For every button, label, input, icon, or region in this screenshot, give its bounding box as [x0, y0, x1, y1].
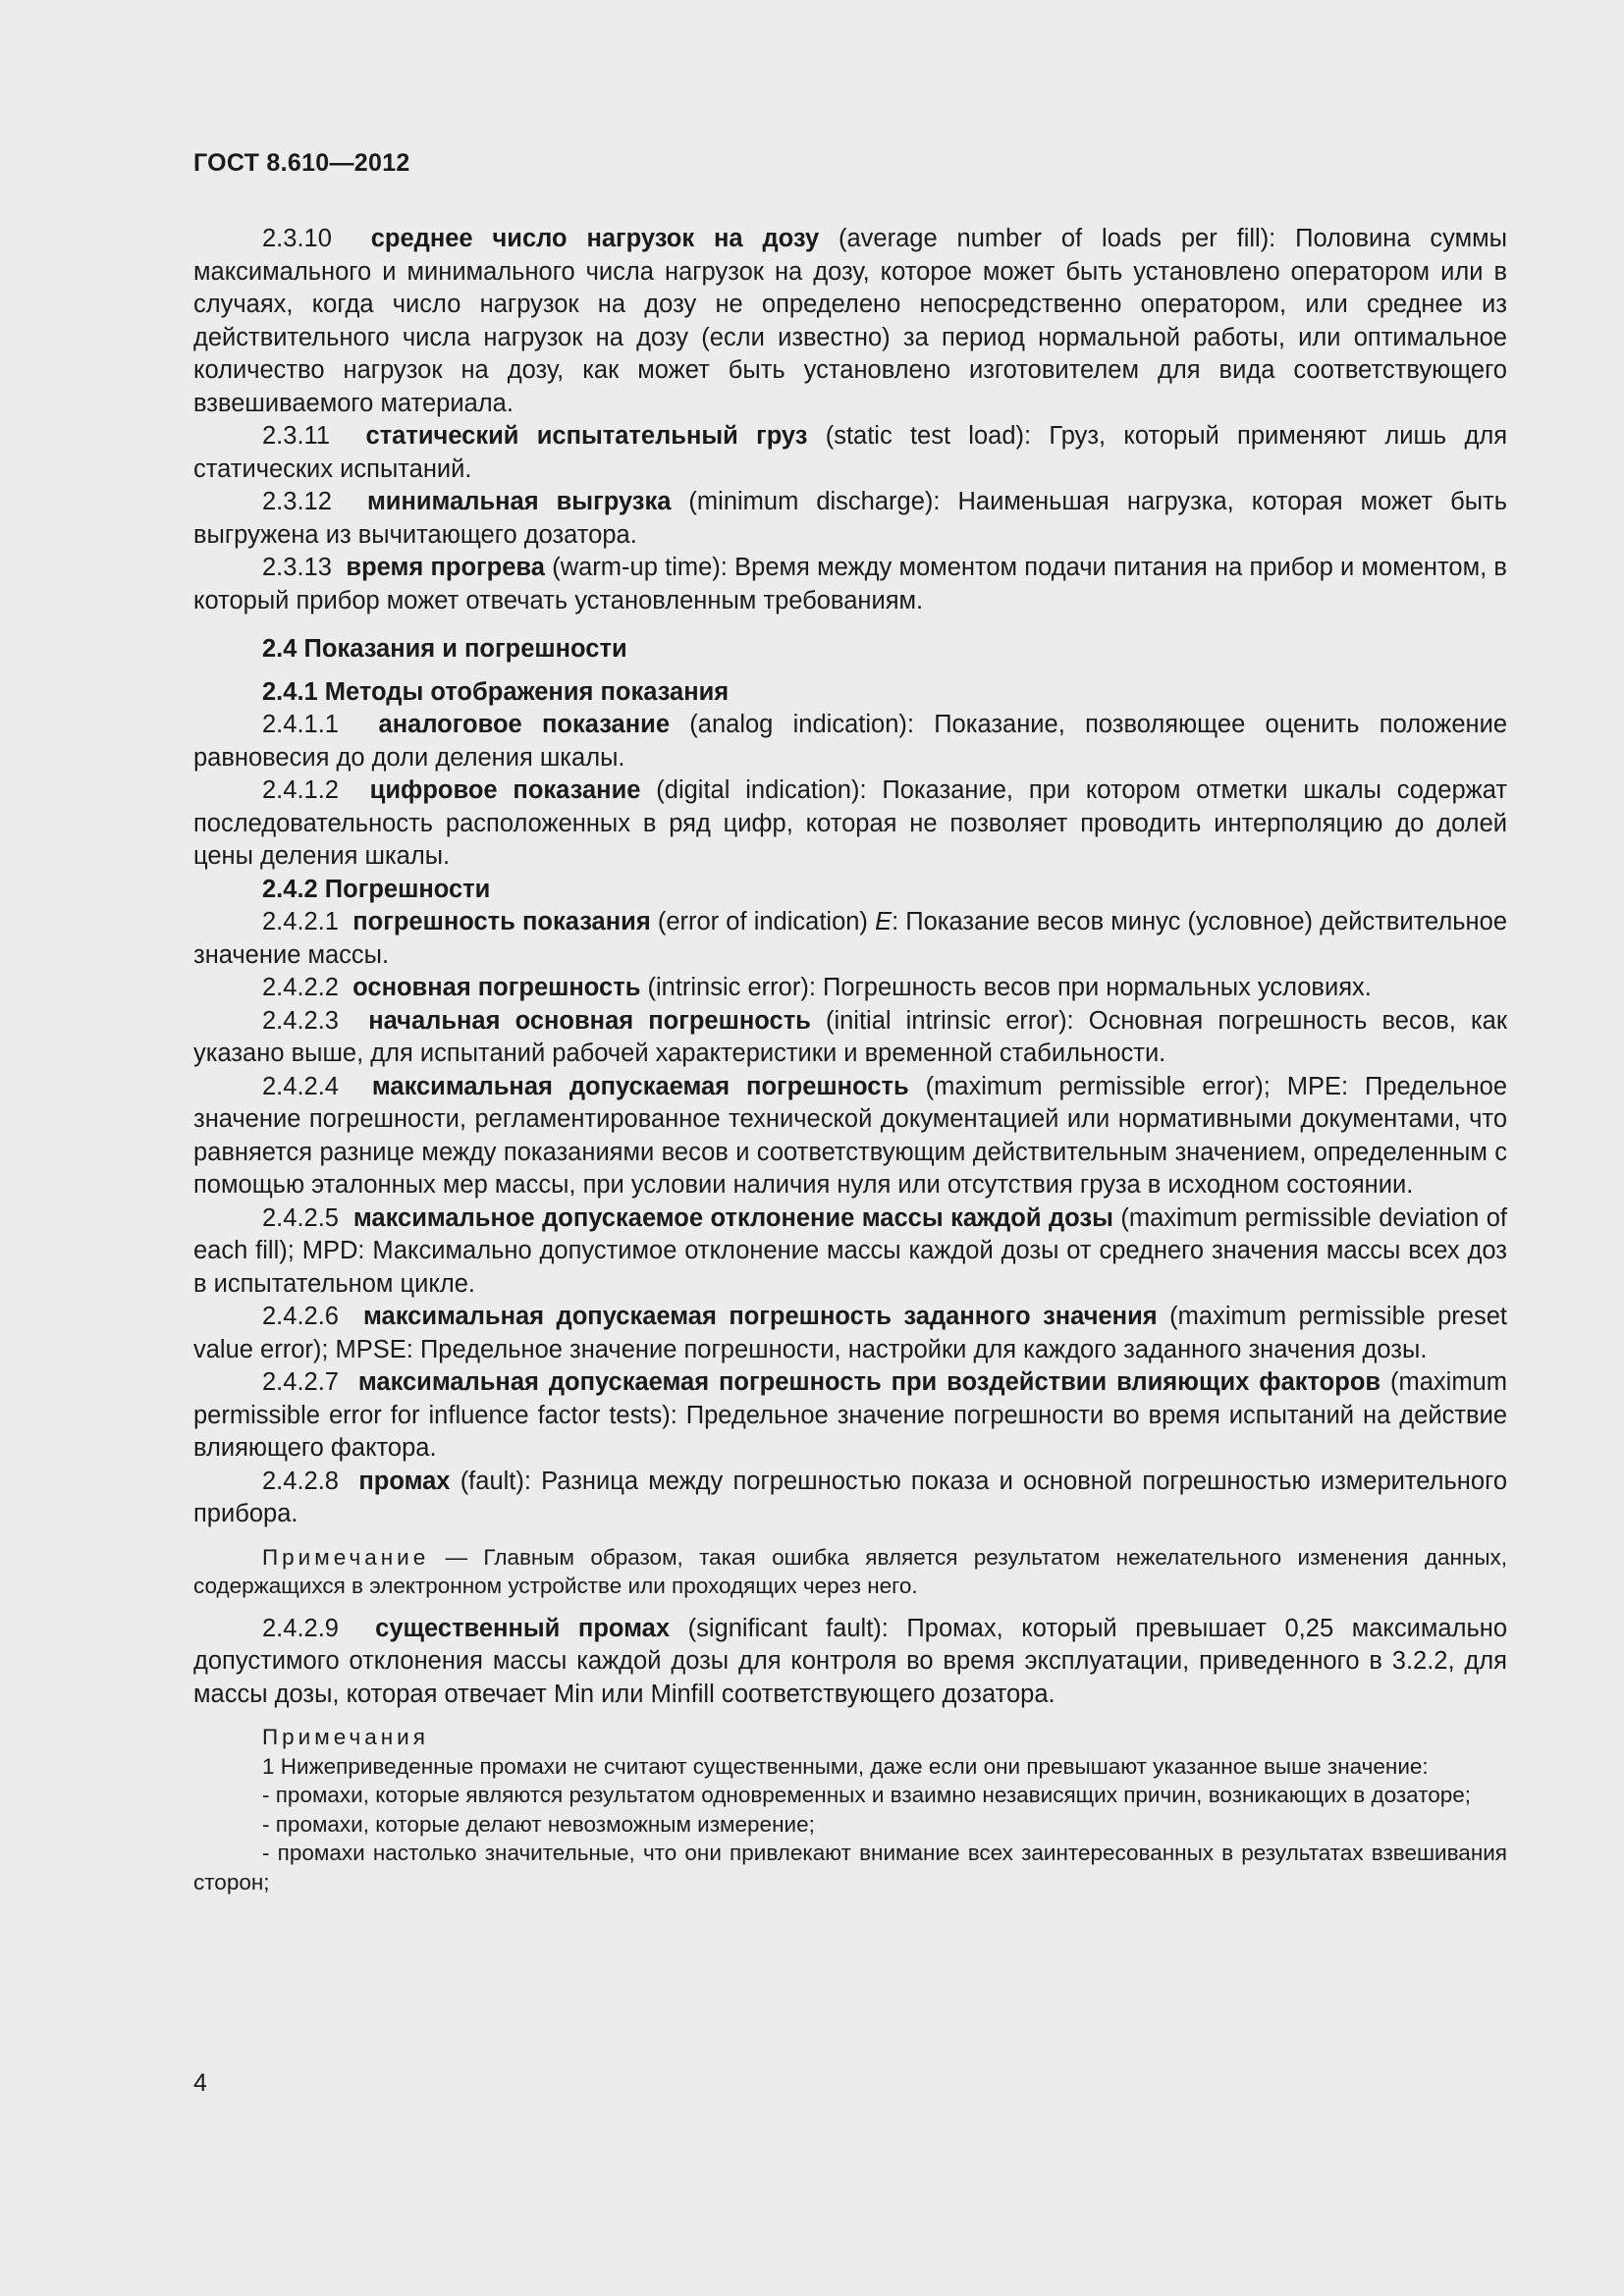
notes-dash-item: - промахи, которые являются результатом одновременных и взаимно независящих причин, возникающих в дозаторе; — [262, 1783, 1472, 1807]
notes-label: Примечания — [262, 1725, 429, 1749]
definition-2-4-2-1: 2.4.2.1 погрешность показания (error of indication) E: Показание весов минус (условное) действительное значение массы. — [193, 908, 1507, 969]
notes-item-1: 1 Нижеприведенные промахи не считают существенными, даже если они превышают указанное выше значение: — [262, 1753, 1429, 1779]
notes-dash-item: - промахи настолько значительные, что они привлекают внимание всех заинтересованных в результатах взвешивания сторон; — [193, 1841, 1507, 1895]
definition-2-4-2-7: 2.4.2.7 максимальная допускаемая погрешность при воздействии влияющих факторов (maximum permissible error for influence factor tests): Предельное значение погрешности во время испытаний на действие влияющего фактора. — [193, 1368, 1508, 1462]
definition-2-4-2-4: 2.4.2.4 максимальная допускаемая погрешность (maximum permissible error); MPE: Предельное значение погрешности, регламентированное технической документацией или нормативными документами, что равняется разнице между показаниями весов и соответствующим действительным значением, определенным с помощью эталонных мер массы, при условии наличия нуля или отсутствия груза в исходном состоянии. — [193, 1072, 1508, 1199]
definition-2-4-2-9: 2.4.2.9 существенный промах (significant fault): Промах, который превышает 0,25 максимально допустимого отклонения массы каждой дозы для контроля во время эксплуатации, приведенного в 3.2.2, для массы дозы, которая отвечает Min или Minfill соответствующего дозатора. — [193, 1614, 1508, 1708]
document-body — [193, 223, 1507, 1896]
section-heading-2-4: 2.4 Показания и погрешности — [262, 635, 627, 663]
page-number: 4 — [193, 2069, 207, 2097]
definition-2-4-2-3: 2.4.2.3 начальная основная погрешность (initial intrinsic error): Основная погрешность весов, как указано выше, для испытаний рабочей характеристики и временной стабильности. — [193, 1006, 1508, 1067]
standard-header: ГОСТ 8.610—2012 — [193, 149, 410, 177]
definition-2-4-2-8: 2.4.2.8 промах (fault): Разница между погрешностью показа и основной погрешностью измерительного прибора. — [193, 1467, 1507, 1527]
definition-2-4-2-5: 2.4.2.5 максимальное допускаемое отклонение массы каждой дозы (maximum permissible deviation of each fill); MPD: Максимально допустимое отклонение массы каждой дозы от среднего значения массы всех доз в испытательном цикле. — [193, 1203, 1507, 1298]
definition-2-4-1-1: 2.4.1.1 аналоговое показание (analog indication): Показание, позволяющее оценить положение равновесия до доли деления шкалы. — [193, 711, 1508, 772]
definition-2-3-11: 2.3.11 статический испытательный груз (static test load): Груз, который применяют лишь для статических испытаний. — [193, 422, 1508, 483]
definition-2-3-13: 2.3.13 время прогрева (warm-up time): Время между моментом подачи питания на прибор и моментом, в который прибор может отвечать установленным требованиям. — [193, 554, 1507, 614]
definition-2-4-1-2: 2.4.1.2 цифровое показание (digital indication): Показание, при котором отметки шкалы содержат последовательность расположенных в ряд цифр, которая не позволяет проводить интерполяцию до долей цены деления шкалы. — [193, 776, 1508, 870]
section-heading-2-4-2: 2.4.2 Погрешности — [262, 875, 491, 903]
definition-2-3-12: 2.3.12 минимальная выгрузка (minimum discharge): Наименьшая нагрузка, которая может быть выгружена из вычитающего дозатора. — [193, 488, 1508, 549]
section-heading-2-4-1: 2.4.1 Методы отображения показания — [262, 677, 730, 706]
definition-2-4-2-2: 2.4.2.2 основная погрешность (intrinsic error): Погрешность весов при нормальных условиях. — [262, 974, 1372, 1001]
note-fault: Примечание — Главным образом, такая ошибка является результатом нежелательного изменения данных, содержащихся в электронном устройстве или проходящих через него. — [193, 1544, 1507, 1598]
notes-dash-item: - промахи, которые делают невозможным измерение; — [262, 1811, 815, 1837]
definition-2-3-10: 2.3.10 среднее число нагрузок на дозу (average number of loads per fill): Половина суммы максимального и минимального числа нагрузок на дозу, которое может быть установлено оператором или в случаях, когда число нагрузок на дозу не определено непосредственно оператором, или среднее из действительного числа нагрузок на дозу (если известно) за период нормальной работы, или оптимальное количество нагрузок на дозу, как может быть установлено изготовителем для вида соответствующего взвешиваемого материала. — [193, 225, 1507, 417]
definition-2-4-2-6: 2.4.2.6 максимальная допускаемая погрешность заданного значения (maximum permissible preset value error); MPSE: Предельное значение погрешности, настройки для каждого заданного значения дозы. — [193, 1303, 1507, 1363]
